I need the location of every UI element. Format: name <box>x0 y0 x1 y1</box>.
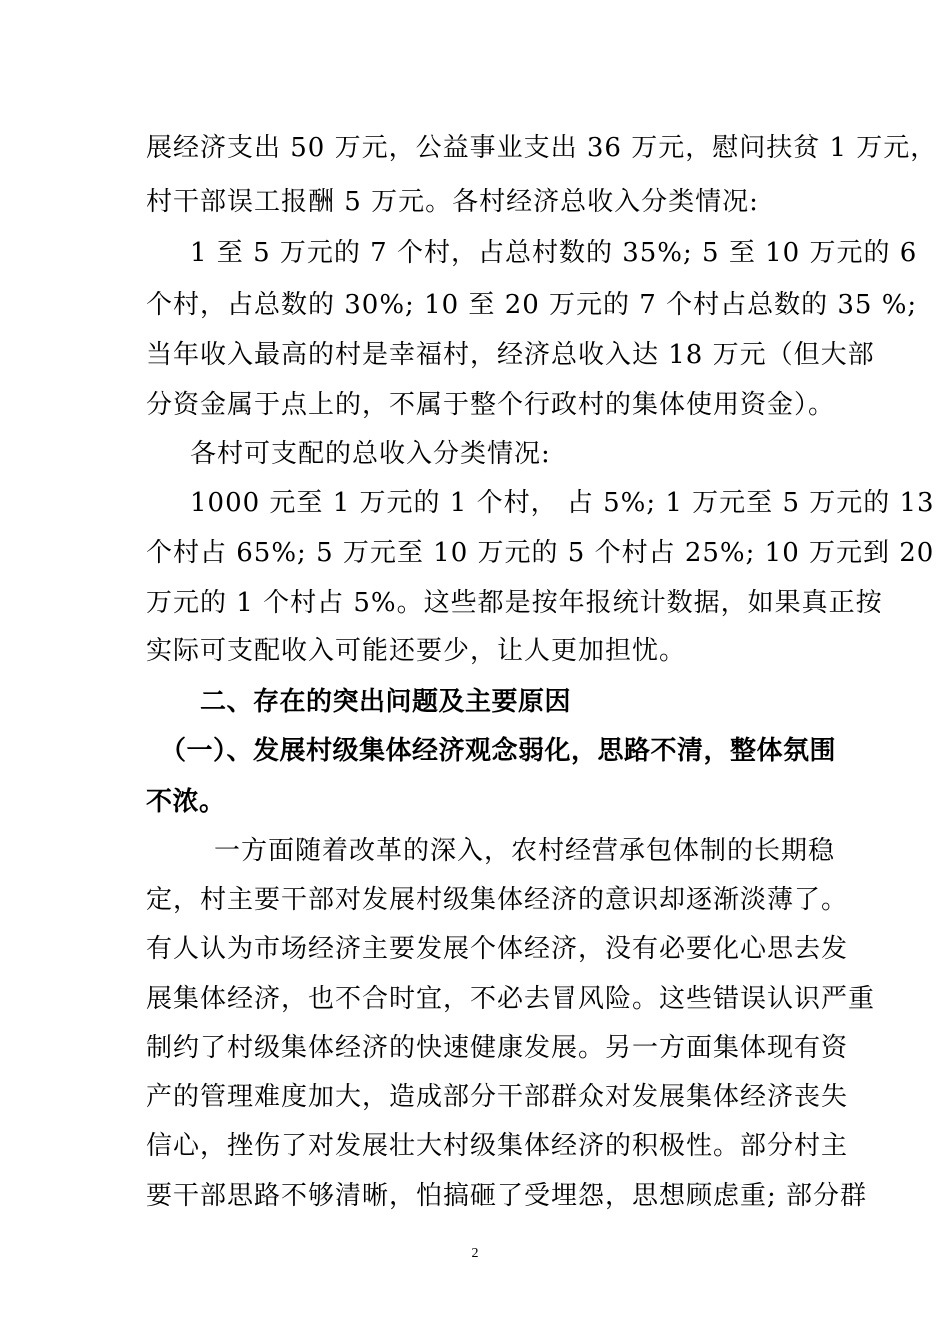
section-heading: 二、存在的突出问题及主要原因 <box>200 687 572 717</box>
body-text-line: 产的管理难度加大，造成部分干部群众对发展集体经济丧失 <box>146 1082 849 1112</box>
body-text-line: 万元的 1 个村占 5%。这些都是按年报统计数据，如果真正按 <box>146 588 883 618</box>
subsection-heading-continued: 不浓。 <box>146 787 226 817</box>
page-number: 2 <box>471 1246 479 1261</box>
body-text-line: 要干部思路不够清晰，怕搞砸了受埋怨，思想顾虑重; 部分群 <box>146 1181 868 1211</box>
subsection-heading: （一）、发展村级集体经济观念弱化，思路不清，整体氛围 <box>160 736 837 766</box>
body-text-line: 分资金属于点上的，不属于整个行政村的集体使用资金）。 <box>146 390 836 420</box>
body-text-line: 展集体经济，也不合时宜，不必去冒风险。这些错误认识严重 <box>146 984 876 1014</box>
body-text-line: 定，村主要干部对发展村级集体经济的意识却逐渐淡薄了。 <box>146 885 849 915</box>
body-text-line: 信心，挫伤了对发展壮大村级集体经济的积极性。部分村主 <box>146 1131 849 1161</box>
body-text-line: 有人认为市场经济主要发展个体经济，没有必要化心思去发 <box>146 934 849 964</box>
body-text-line: 个村，占总数的 30%; 10 至 20 万元的 7 个村占总数的 35 %; <box>146 290 918 320</box>
body-text-line: 制约了村级集体经济的快速健康发展。另一方面集体现有资 <box>146 1033 849 1063</box>
body-text-line: 1000 元至 1 万元的 1 个村， 占 5%; 1 万元至 5 万元的 13 <box>190 488 935 518</box>
body-text-line: 个村占 65%; 5 万元至 10 万元的 5 个村占 25%; 10 万元到 20 <box>146 538 935 568</box>
body-text-line: 展经济支出 50 万元，公益事业支出 36 万元，慰问扶贫 1 万元， <box>146 133 938 163</box>
body-text-line: 当年收入最高的村是幸福村，经济总收入达 18 万元（但大部 <box>146 340 875 370</box>
body-text-line: 1 至 5 万元的 7 个村，占总村数的 35%; 5 至 10 万元的 6 <box>190 238 918 268</box>
body-text-line: 实际可支配收入可能还要少，让人更加担忧。 <box>146 636 687 666</box>
body-text-line: 村干部误工报酬 5 万元。各村经济总收入分类情况: <box>146 187 759 217</box>
body-text-line: 各村可支配的总收入分类情况: <box>190 439 551 469</box>
body-text-line: 一方面随着改革的深入，农村经营承包体制的长期稳 <box>214 836 836 866</box>
